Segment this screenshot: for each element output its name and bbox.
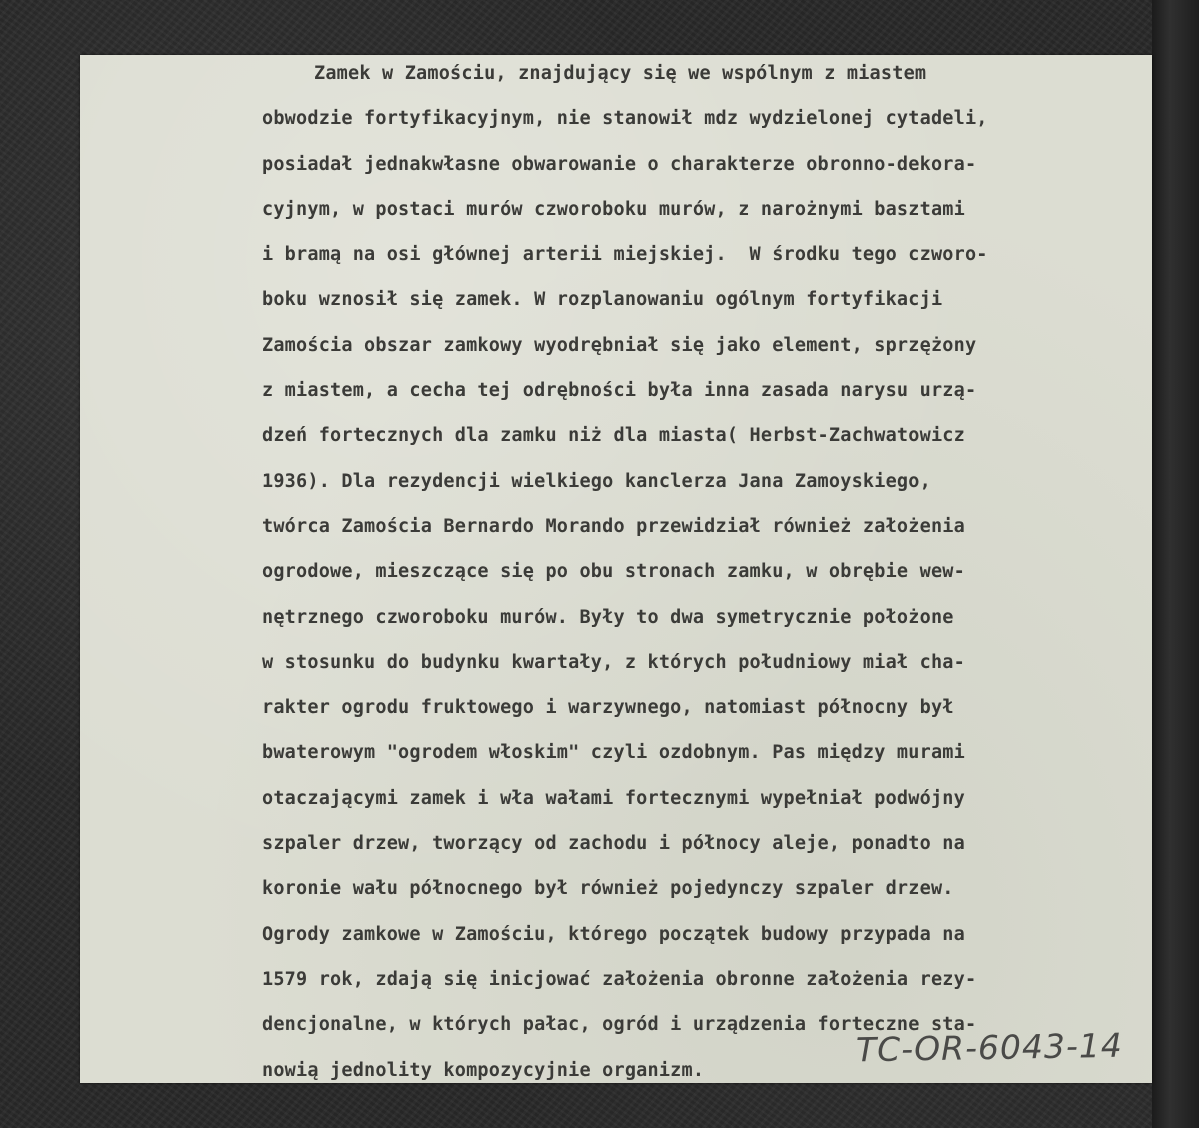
text-line: koronie wału północnego był również pojedynczy szpaler drzew. <box>262 878 954 900</box>
text-line: nowią jednolity kompozycyjnie organizm. <box>262 1059 705 1081</box>
text-line: Ogrody zamkowe w Zamościu, którego początek budowy przypada na <box>262 923 965 945</box>
binder-spine <box>1152 0 1199 1128</box>
typed-text-body <box>262 58 1142 1100</box>
text-line: z miastem, a cecha tej odrębności była inna zasada narysu urzą- <box>262 380 977 402</box>
text-line: bwaterowym "ogrodem włoskim" czyli ozdobnym. Pas między murami <box>262 742 965 764</box>
text-line: ogrodowe, mieszczące się po obu stronach zamku, w obrębie wew- <box>262 561 965 583</box>
text-line: twórca Zamościa Bernardo Morando przewidział również założenia <box>262 515 965 537</box>
text-line: 1936). Dla rezydencji wielkiego kanclerza Jana Zamoyskiego, <box>262 470 931 492</box>
text-line: cyjnym, w postaci murów czworoboku murów, z narożnymi basztami <box>262 198 965 220</box>
text-line: dencjonalne, w których pałac, ogród i urządzenia forteczne sta- <box>262 1014 977 1036</box>
text-line: obwodzie fortyfikacyjnym, nie stanowił mdz wydzielonej cytadeli, <box>262 108 988 130</box>
text-line: boku wznosił się zamek. W rozplanowaniu ogólnym fortyfikacji <box>262 289 943 311</box>
text-line: posiadał jednakwłasne obwarowanie o charakterze obronno-dekora- <box>262 153 977 175</box>
text-line: szpaler drzew, tworzący od zachodu i północy aleje, ponadto na <box>262 833 965 855</box>
text-line: Zamościa obszar zamkowy wyodrębniał się jako element, sprzężony <box>262 334 977 356</box>
text-line: dzeń fortecznych dla zamku niż dla miasta( Herbst-Zachwatowicz <box>262 425 965 447</box>
text-line: rakter ogrodu fruktowego i warzywnego, natomiast północny był <box>262 697 954 719</box>
text-line: i bramą na osi głównej arterii miejskiej. W środku tego czworo- <box>262 244 988 266</box>
text-line: Zamek w Zamościu, znajdujący się we wspólnym z miastem <box>314 63 927 84</box>
text-line: nętrznego czworoboku murów. Były to dwa symetrycznie położone <box>262 606 954 628</box>
text-line: otaczającymi zamek i wła wałami fortecznymi wypełniał podwójny <box>262 787 965 809</box>
text-line: w stosunku do budynku kwartały, z których południowy miał cha- <box>262 651 965 673</box>
handwritten-catalog-number: TC-OR-6043-14 <box>855 1025 1124 1070</box>
text-line: 1579 rok, zdają się inicjować założenia obronne założenia rezy- <box>262 968 977 990</box>
